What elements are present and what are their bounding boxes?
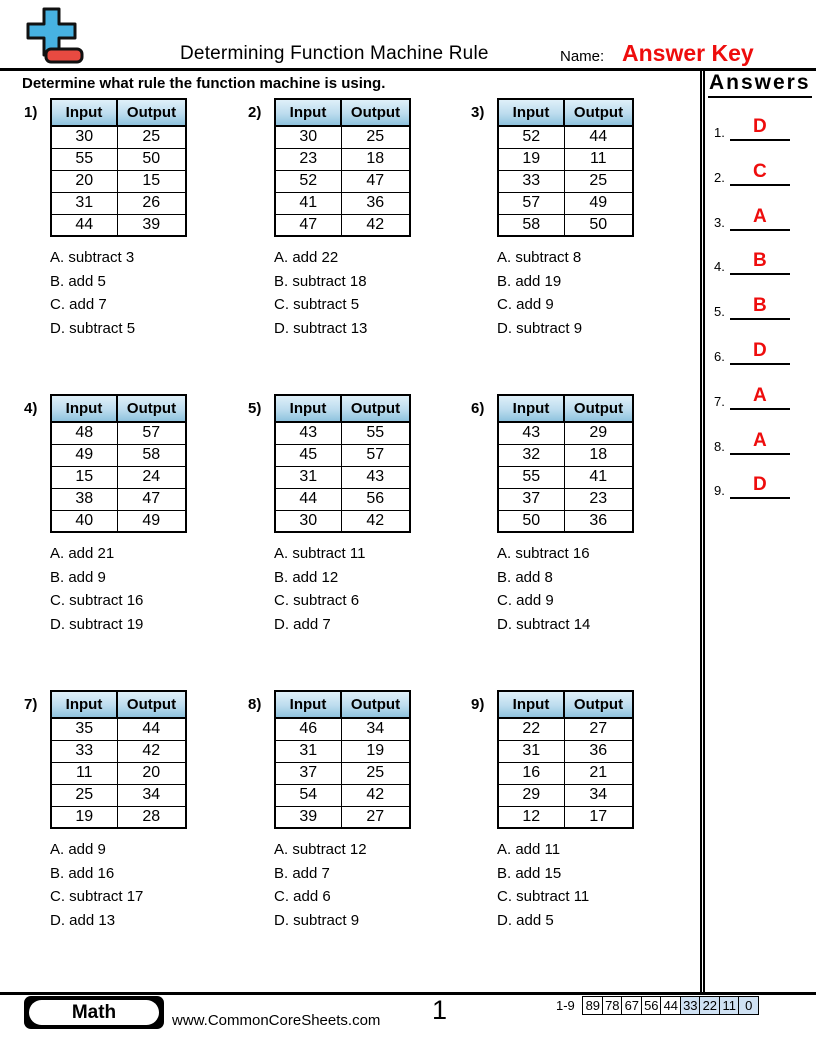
problem-number: 8)	[248, 696, 262, 713]
table-row	[498, 148, 633, 170]
table-row	[275, 718, 410, 740]
page-title: Determining Function Machine Rule	[180, 43, 489, 64]
input-output-table	[497, 98, 634, 237]
table-row	[51, 192, 186, 214]
score-cell: 33	[680, 996, 701, 1015]
answer-item	[705, 320, 816, 365]
table-row	[498, 466, 633, 488]
input-cell: 33	[51, 740, 117, 762]
answer-item-number: 5.	[714, 304, 725, 320]
choice-b: B. add 16	[50, 864, 115, 882]
choice-b: B. add 8	[497, 568, 553, 586]
problem-number: 1)	[24, 104, 38, 121]
table-row	[275, 806, 410, 828]
table-row	[51, 784, 186, 806]
input-output-table	[274, 98, 411, 237]
input-output-table	[274, 690, 411, 829]
table-header-row	[51, 395, 186, 422]
table-header-row	[275, 691, 410, 718]
input-cell: 31	[498, 740, 564, 762]
table-row	[498, 444, 633, 466]
problem-number: 5)	[248, 400, 262, 417]
table-row	[275, 488, 410, 510]
input-cell: 12	[498, 806, 564, 828]
input-cell: 44	[51, 214, 117, 236]
problem	[24, 394, 248, 690]
table-row	[498, 510, 633, 532]
table-row	[498, 718, 633, 740]
problem-number: 2)	[248, 104, 262, 121]
name-label: Name:	[560, 48, 605, 65]
table-row	[275, 444, 410, 466]
table-row	[275, 192, 410, 214]
table-row	[275, 126, 410, 148]
input-cell: 52	[498, 126, 564, 148]
input-column-header: Input	[498, 395, 564, 422]
output-cell: 47	[117, 488, 186, 510]
answer-item-number: 9.	[714, 483, 725, 499]
output-column-header: Output	[341, 395, 410, 422]
output-cell: 17	[564, 806, 633, 828]
output-cell: 27	[564, 718, 633, 740]
table-row	[498, 806, 633, 828]
choice-d: D. subtract 5	[50, 319, 136, 337]
answer-item-number: 1.	[714, 125, 725, 140]
input-column-header: Input	[498, 691, 564, 718]
problem	[248, 98, 471, 394]
score-cell: 67	[621, 996, 642, 1015]
input-cell: 25	[51, 784, 117, 806]
choice-a: A. subtract 3	[50, 249, 135, 266]
problem	[471, 98, 695, 394]
output-cell: 55	[341, 422, 410, 444]
output-cell: 34	[117, 784, 186, 806]
table-row	[275, 422, 410, 444]
input-cell: 50	[498, 510, 564, 532]
problem	[248, 690, 471, 986]
input-cell: 15	[51, 466, 117, 488]
choice-a: A. add 21	[50, 545, 115, 562]
input-column-header: Input	[275, 395, 341, 422]
score-cells	[584, 996, 760, 1015]
input-cell: 29	[498, 784, 564, 806]
output-cell: 25	[117, 126, 186, 148]
input-cell: 32	[498, 444, 564, 466]
output-cell: 36	[564, 510, 633, 532]
input-cell: 37	[498, 488, 564, 510]
output-cell: 49	[564, 192, 633, 214]
choice-a: A. subtract 12	[274, 841, 367, 858]
score-cell: 89	[582, 996, 603, 1015]
output-cell: 15	[117, 170, 186, 192]
table-header-row	[498, 99, 633, 126]
input-cell: 55	[498, 466, 564, 488]
input-output-table	[50, 98, 187, 237]
choice-c: C. subtract 16	[50, 592, 144, 609]
footer-rule	[0, 992, 816, 995]
output-cell: 50	[117, 148, 186, 170]
input-cell: 57	[498, 192, 564, 214]
table-row	[275, 214, 410, 236]
output-column-header: Output	[564, 99, 633, 126]
input-column-header: Input	[275, 99, 341, 126]
table-row	[51, 126, 186, 148]
answer-item-number: 6.	[714, 348, 725, 364]
table-row	[498, 126, 633, 148]
choice-a: A. add 11	[497, 841, 561, 858]
choice-list	[274, 542, 471, 636]
score-range-label: 1-9	[556, 998, 575, 1013]
choice-d: D. add 7	[274, 615, 331, 633]
answer-item-value: D	[730, 117, 790, 141]
subject-label: Math	[29, 1000, 159, 1025]
output-column-header: Output	[117, 99, 186, 126]
answer-item-number: 2.	[714, 169, 725, 185]
input-cell: 41	[275, 192, 341, 214]
input-cell: 45	[275, 444, 341, 466]
answer-item-number: 3.	[714, 214, 725, 230]
answer-item	[705, 231, 816, 276]
input-cell: 19	[51, 806, 117, 828]
answer-item	[705, 455, 816, 500]
problems-grid	[24, 98, 696, 986]
choice-c: C. subtract 11	[497, 888, 590, 905]
table-row	[51, 740, 186, 762]
subject-badge	[24, 996, 164, 1029]
output-cell: 42	[117, 740, 186, 762]
table-header-row	[275, 99, 410, 126]
input-cell: 22	[498, 718, 564, 740]
table-row	[498, 422, 633, 444]
input-output-table	[50, 394, 187, 533]
input-cell: 49	[51, 444, 117, 466]
input-cell: 30	[51, 126, 117, 148]
output-cell: 34	[341, 718, 410, 740]
score-cell: 78	[602, 996, 623, 1015]
answers-list	[705, 99, 816, 499]
output-cell: 50	[564, 214, 633, 236]
input-cell: 11	[51, 762, 117, 784]
output-column-header: Output	[564, 395, 633, 422]
score-cell: 0	[738, 996, 759, 1015]
output-cell: 34	[564, 784, 633, 806]
input-cell: 40	[51, 510, 117, 532]
site-url: www.CommonCoreSheets.com	[172, 1012, 381, 1029]
answer-item-number: 4.	[714, 259, 725, 275]
output-cell: 44	[117, 718, 186, 740]
choice-c: C. subtract 17	[50, 888, 144, 905]
output-cell: 11	[564, 148, 633, 170]
choice-c: C. subtract 5	[274, 296, 360, 313]
problem-number: 7)	[24, 696, 38, 713]
output-cell: 47	[341, 170, 410, 192]
answer-item	[705, 365, 816, 410]
output-cell: 42	[341, 784, 410, 806]
problem	[24, 690, 248, 986]
output-cell: 27	[341, 806, 410, 828]
input-cell: 55	[51, 148, 117, 170]
output-cell: 42	[341, 510, 410, 532]
output-cell: 36	[564, 740, 633, 762]
choice-d: D. subtract 14	[497, 615, 591, 633]
score-strip	[556, 996, 759, 1015]
answer-item-value: B	[730, 251, 790, 275]
choice-a: A. subtract 11	[274, 545, 366, 562]
input-output-table	[50, 690, 187, 829]
input-cell: 44	[275, 488, 341, 510]
table-row	[51, 718, 186, 740]
choice-b: B. add 15	[497, 864, 562, 882]
output-cell: 25	[341, 762, 410, 784]
input-cell: 30	[275, 510, 341, 532]
problem	[24, 98, 248, 394]
choice-a: A. subtract 16	[497, 545, 590, 562]
choice-list	[497, 838, 695, 932]
input-column-header: Input	[51, 395, 117, 422]
input-column-header: Input	[51, 691, 117, 718]
choice-list	[50, 838, 248, 932]
answer-item-value: D	[730, 341, 790, 365]
output-cell: 57	[341, 444, 410, 466]
table-row	[275, 466, 410, 488]
problem-number: 3)	[471, 104, 485, 121]
output-column-header: Output	[117, 395, 186, 422]
output-cell: 18	[564, 444, 633, 466]
answer-item-value: A	[730, 431, 790, 455]
choice-b: B. add 7	[274, 864, 330, 882]
plus-minus-icon	[20, 6, 84, 68]
answer-item	[705, 99, 816, 141]
output-cell: 49	[117, 510, 186, 532]
input-cell: 20	[51, 170, 117, 192]
output-cell: 26	[117, 192, 186, 214]
table-row	[275, 510, 410, 532]
table-header-row	[51, 99, 186, 126]
output-cell: 58	[117, 444, 186, 466]
table-row	[498, 740, 633, 762]
table-header-row	[498, 395, 633, 422]
input-cell: 46	[275, 718, 341, 740]
table-row	[498, 784, 633, 806]
input-cell: 48	[51, 422, 117, 444]
input-output-table	[497, 690, 634, 829]
input-column-header: Input	[51, 99, 117, 126]
table-row	[51, 148, 186, 170]
answer-item-value: A	[730, 207, 790, 231]
answer-item-number: 7.	[714, 393, 725, 409]
choice-c: C. add 9	[497, 296, 554, 313]
choice-d: D. add 13	[50, 911, 116, 929]
choice-d: D. subtract 19	[50, 615, 144, 633]
input-column-header: Input	[498, 99, 564, 126]
table-header-row	[51, 691, 186, 718]
table-row	[51, 488, 186, 510]
choice-list	[50, 246, 248, 340]
input-output-table	[497, 394, 634, 533]
problem-number: 6)	[471, 400, 485, 417]
output-column-header: Output	[341, 99, 410, 126]
table-row	[51, 762, 186, 784]
choice-b: B. add 9	[50, 568, 106, 586]
answer-item-value: D	[730, 475, 790, 499]
output-cell: 42	[341, 214, 410, 236]
name-value: Answer Key	[622, 40, 754, 66]
choice-b: B. add 19	[497, 272, 562, 290]
choice-b: B. add 12	[274, 568, 339, 586]
table-row	[498, 762, 633, 784]
input-cell: 43	[498, 422, 564, 444]
table-row	[275, 762, 410, 784]
problem-number: 4)	[24, 400, 38, 417]
output-cell: 36	[341, 192, 410, 214]
choice-a: A. add 9	[50, 841, 106, 858]
problem	[471, 394, 695, 690]
input-cell: 19	[498, 148, 564, 170]
output-cell: 21	[564, 762, 633, 784]
table-row	[51, 170, 186, 192]
input-column-header: Input	[275, 691, 341, 718]
output-cell: 56	[341, 488, 410, 510]
choice-list	[497, 542, 695, 636]
output-column-header: Output	[564, 691, 633, 718]
score-cell: 11	[719, 996, 740, 1015]
choice-d: D. subtract 13	[274, 319, 368, 337]
input-cell: 52	[275, 170, 341, 192]
table-row	[498, 170, 633, 192]
choice-a: A. add 22	[274, 249, 339, 266]
table-row	[498, 192, 633, 214]
score-cell: 56	[641, 996, 662, 1015]
output-cell: 43	[341, 466, 410, 488]
table-row	[498, 214, 633, 236]
table-header-row	[498, 691, 633, 718]
header-rule	[0, 68, 816, 71]
page-number: 1	[432, 995, 448, 1025]
instruction-text: Determine what rule the function machine is using.	[22, 75, 386, 92]
answers-panel	[700, 71, 816, 993]
output-cell: 29	[564, 422, 633, 444]
choice-d: D. subtract 9	[497, 319, 583, 337]
output-column-header: Output	[117, 691, 186, 718]
choice-d: D. subtract 9	[274, 911, 360, 929]
answer-item-value: A	[730, 386, 790, 410]
output-cell: 24	[117, 466, 186, 488]
input-cell: 43	[275, 422, 341, 444]
table-row	[51, 214, 186, 236]
input-cell: 33	[498, 170, 564, 192]
choice-c: C. add 6	[274, 888, 331, 905]
input-cell: 16	[498, 762, 564, 784]
score-cell: 44	[660, 996, 681, 1015]
input-cell: 58	[498, 214, 564, 236]
answer-item-number: 8.	[714, 438, 725, 454]
choice-b: B. add 5	[50, 272, 106, 290]
output-cell: 25	[564, 170, 633, 192]
table-row	[51, 466, 186, 488]
input-cell: 39	[275, 806, 341, 828]
answer-item-value: B	[730, 296, 790, 320]
choice-a: A. subtract 8	[497, 249, 582, 266]
answers-title: Answers	[708, 71, 812, 98]
choice-d: D. add 5	[497, 911, 554, 929]
problem-number: 9)	[471, 696, 485, 713]
output-cell: 20	[117, 762, 186, 784]
output-cell: 41	[564, 466, 633, 488]
answer-item	[705, 275, 816, 320]
choice-list	[50, 542, 248, 636]
input-cell: 54	[275, 784, 341, 806]
score-cell: 22	[699, 996, 720, 1015]
table-row	[498, 488, 633, 510]
choice-c: C. add 9	[497, 592, 554, 609]
output-column-header: Output	[341, 691, 410, 718]
answer-item-value: C	[730, 162, 790, 186]
input-cell: 31	[51, 192, 117, 214]
table-row	[275, 740, 410, 762]
table-row	[275, 170, 410, 192]
choice-list	[274, 246, 471, 340]
answer-item	[705, 186, 816, 231]
choice-list	[274, 838, 471, 932]
input-cell: 23	[275, 148, 341, 170]
choice-c: C. subtract 6	[274, 592, 360, 609]
output-cell: 23	[564, 488, 633, 510]
problem	[248, 394, 471, 690]
table-row	[275, 148, 410, 170]
input-output-table	[274, 394, 411, 533]
input-cell: 37	[275, 762, 341, 784]
input-cell: 30	[275, 126, 341, 148]
input-cell: 31	[275, 466, 341, 488]
problem	[471, 690, 695, 986]
input-cell: 47	[275, 214, 341, 236]
table-row	[51, 444, 186, 466]
output-cell: 18	[341, 148, 410, 170]
output-cell: 57	[117, 422, 186, 444]
table-row	[51, 806, 186, 828]
output-cell: 28	[117, 806, 186, 828]
input-cell: 35	[51, 718, 117, 740]
output-cell: 25	[341, 126, 410, 148]
table-row	[275, 784, 410, 806]
answer-item	[705, 410, 816, 455]
input-cell: 31	[275, 740, 341, 762]
choice-c: C. add 7	[50, 296, 107, 313]
table-row	[51, 422, 186, 444]
table-header-row	[275, 395, 410, 422]
output-cell: 19	[341, 740, 410, 762]
choice-b: B. subtract 18	[274, 272, 367, 290]
output-cell: 44	[564, 126, 633, 148]
table-row	[51, 510, 186, 532]
choice-list	[497, 246, 695, 340]
answer-item	[705, 141, 816, 186]
output-cell: 39	[117, 214, 186, 236]
input-cell: 38	[51, 488, 117, 510]
